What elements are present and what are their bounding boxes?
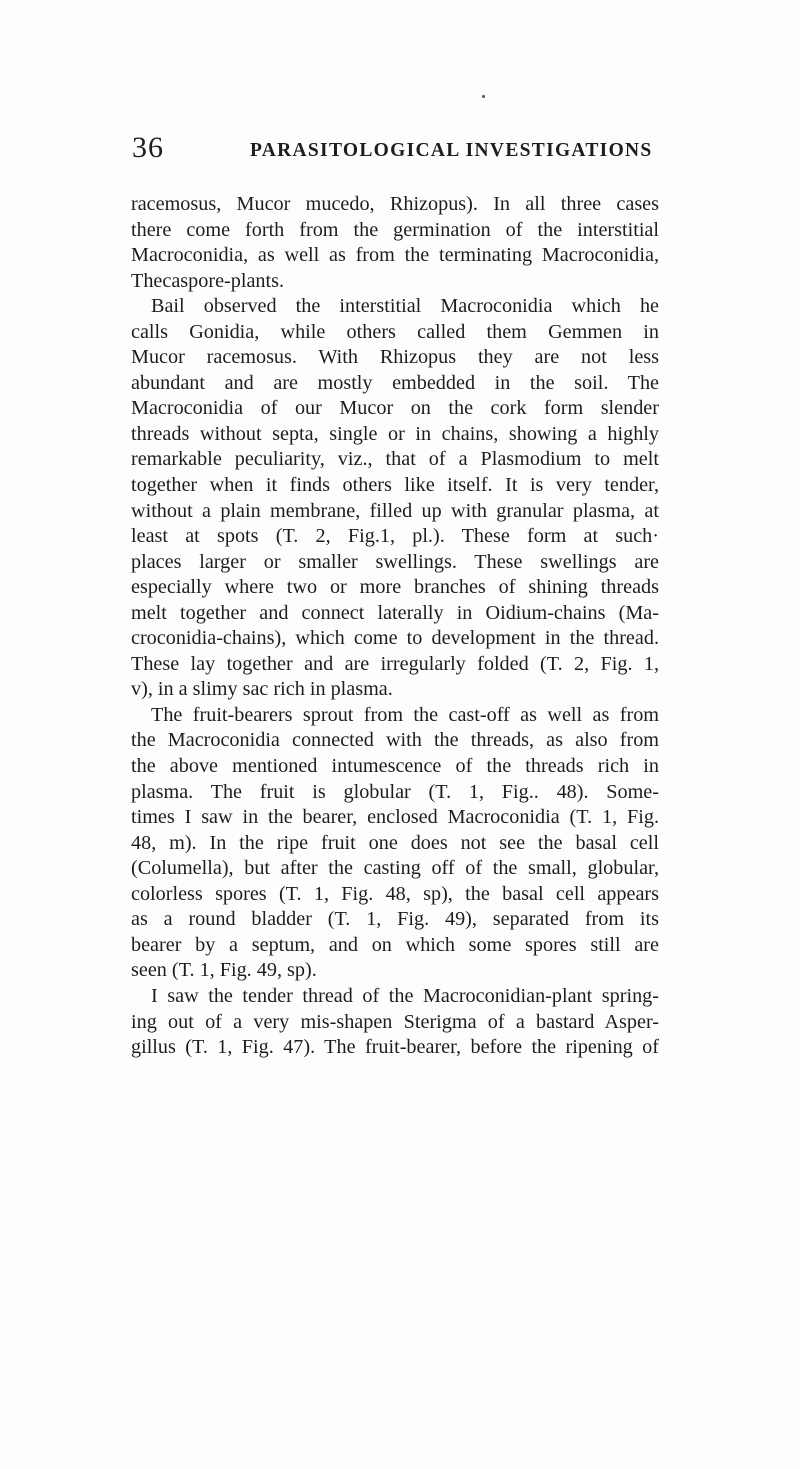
text-line: as a round bladder (T. 1, Fig. 49), separated from its [131, 908, 659, 931]
text-line: especially where two or more branches of shining threads [131, 576, 659, 599]
text-line: places larger or smaller swellings. These swellings are [131, 550, 659, 573]
text-line: plasma. The fruit is globular (T. 1, Fig.. 48). Some- [131, 780, 659, 803]
text-line: 48, m). In the ripe fruit one does not see the basal cell [131, 831, 659, 854]
text-line: colorless spores (T. 1, Fig. 48, sp), the basal cell appears [131, 882, 659, 905]
text-line: Thecaspore-plants. [131, 269, 285, 292]
text-line: together when it finds others like itself. It is very tender, [131, 474, 659, 497]
text-line: least at spots (T. 2, Fig.1, pl.). These form at such· [131, 525, 659, 548]
text-line: croconidia-chains), which come to development in the thread. [131, 627, 659, 650]
text-line: abundant and are mostly embedded in the soil. The [131, 371, 659, 394]
text-line: Macroconidia, as well as from the terminating Macroconidia, [131, 244, 659, 267]
text-line: These lay together and are irregularly folded (T. 2, Fig. 1, [131, 652, 659, 675]
text-line: remarkable peculiarity, viz., that of a Plasmodium to melt [131, 448, 659, 471]
text-line: times I saw in the bearer, enclosed Macroconidia (T. 1, Fig. [131, 806, 659, 829]
text-line: I saw the tender thread of the Macroconidian-plant spring- [151, 984, 659, 1007]
text-line: Macroconidia of our Mucor on the cork form slender [131, 397, 659, 420]
text-line: threads without septa, single or in chains, showing a highly [131, 422, 659, 445]
text-line: there come forth from the germination of the interstitial [131, 218, 659, 241]
text-line: ing out of a very mis-shapen Sterigma of a bastard Asper- [131, 1010, 659, 1033]
text-line: the above mentioned intumescence of the threads rich in [131, 755, 659, 778]
print-speck [482, 95, 485, 98]
body-text [131, 192, 659, 1061]
running-title: PARASITOLOGICAL INVESTIGATIONS [250, 140, 653, 161]
text-line: calls Gonidia, while others called them Gemmen in [131, 320, 659, 343]
text-line: seen (T. 1, Fig. 49, sp). [131, 959, 317, 982]
text-line: (Columella), but after the casting off of the small, globular, [131, 857, 659, 880]
text-line: Mucor racemosus. With Rhizopus they are not less [131, 346, 659, 369]
text-line: racemosus, Mucor mucedo, Rhizopus). In all three cases [131, 193, 659, 215]
text-line: the Macroconidia connected with the threads, as also from [131, 729, 659, 752]
text-line: melt together and connect laterally in Oidium-chains (Ma- [131, 601, 659, 624]
text-line: without a plain membrane, filled up with granular plasma, at [131, 499, 659, 522]
text-line: Bail observed the interstitial Macroconidia which he [151, 295, 659, 318]
text-line: The fruit-bearers sprout from the cast-off as well as from [151, 703, 659, 726]
text-line: bearer by a septum, and on which some spores still are [131, 933, 659, 956]
text-line: v), in a slimy sac rich in plasma. [131, 678, 393, 701]
page-number: 36 [132, 131, 164, 164]
text-line: gillus (T. 1, Fig. 47). The fruit-bearer, before the ripening of [131, 1036, 659, 1059]
